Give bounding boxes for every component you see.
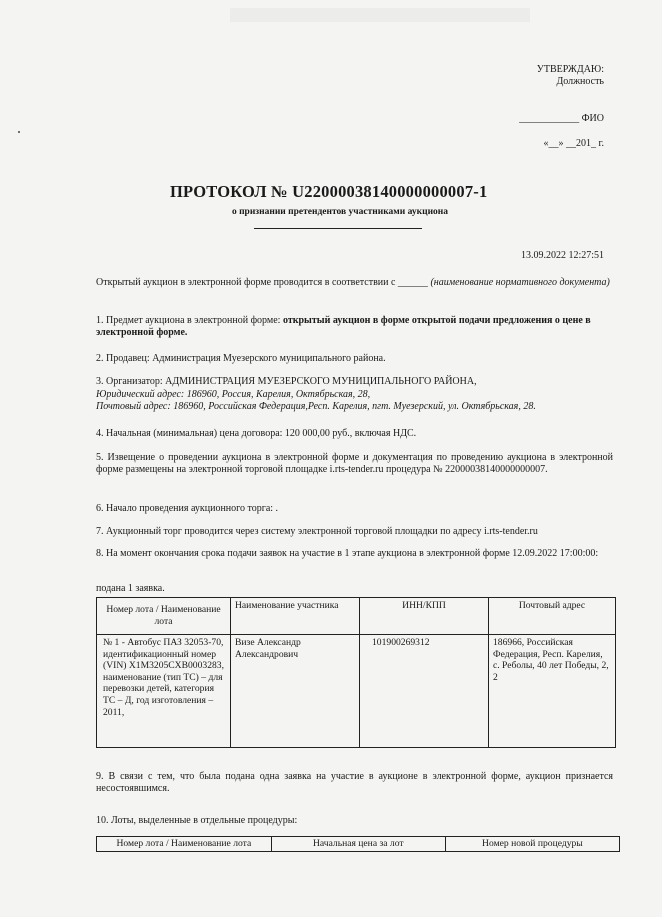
item-3-postal-address: Почтовый адрес: 186960, Российская Федерация,Респ. Карелия, пгт. Муезерский, ул. Октябрьская, 28. [96, 401, 536, 412]
intro-paragraph [96, 277, 616, 289]
bids-table-header-row [97, 598, 616, 635]
bid-inn-cell: 101900269312 [360, 635, 489, 748]
bids-table [96, 597, 616, 748]
bids-col-inn: ИНН/КПП [360, 598, 489, 635]
bid-address-cell: 186966, Российская Федерация, Респ. Карелия, с. Реболы, 40 лет Победы, 2, 2 [489, 635, 616, 748]
intro-text: Открытый аукцион в электронной форме проводится в соответствии с ______ [96, 277, 428, 288]
lots-col-new-procedure: Номер новой процедуры [445, 837, 619, 852]
approval-date-line: «__» __201_ г. [543, 138, 604, 149]
approve-label: УТВЕРЖДАЮ: [536, 64, 604, 75]
item-7: 7. Аукционный торг проводится через систему электронной торговой площадки по адресу i.rts-tender.ru [96, 526, 538, 537]
lots-table-header-row [97, 837, 620, 852]
lots-col-price: Начальная цена за лот [271, 837, 445, 852]
lots-table [96, 836, 620, 852]
item-8: 8. На момент окончания срока подачи заявок на участие в 1 этапе аукциона в электронной форме 12.09.2022 17:00:00: [96, 548, 599, 559]
table-row [97, 635, 616, 748]
item-3-legal-address: Юридический адрес: 186960, Россия, Карелия, Октябрьская, 28, [96, 389, 371, 400]
bids-col-lot: Номер лота / Наименование лота [97, 598, 231, 635]
scan-speck [18, 131, 20, 133]
protocol-datetime: 13.09.2022 12:27:51 [520, 250, 604, 261]
intro-note: (наименование нормативного документа) [430, 277, 610, 288]
title-underline [254, 228, 422, 229]
item-8-count: подана 1 заявка. [96, 583, 165, 594]
bid-lot-cell: № 1 - Автобус ПАЗ 32053-70, идентификационный номер (VIN) X1M3205CXB0003283, наименование (тип ТС) – для перевозки детей, категория ТС – Д, год изготовления – 2011, [97, 635, 231, 748]
fio-line: ____________ ФИО [519, 113, 604, 124]
item-3: 3. Организатор: АДМИНИСТРАЦИЯ МУЕЗЕРСКОГО МУНИЦИПАЛЬНОГО РАЙОНА, [96, 376, 477, 387]
item-4: 4. Начальная (минимальная) цена договора: 120 000,00 руб., включая НДС. [96, 428, 417, 439]
bids-col-address: Почтовый адрес [489, 598, 616, 635]
item-5: 5. Извещение о проведении аукциона в электронной форме и документация по проведению аукциона в электронной форме размещены на электронной торговой площадке i.rts-tender.ru процедура № 22000038140000000007. [96, 452, 613, 475]
item-9: 9. В связи с тем, что была подана одна заявка на участие в аукционе в электронной форме, аукцион признается несостоявшимся. [96, 771, 613, 794]
position-label: Должность [556, 76, 604, 87]
item-2: 2. Продавец: Администрация Муезерского муниципального района. [96, 353, 386, 364]
item-6: 6. Начало проведения аукционного торга: . [96, 503, 279, 514]
page-title: ПРОТОКОЛ № U22000038140000000007-1 [170, 182, 488, 201]
item-10: 10. Лоты, выделенные в отдельные процедуры: [96, 815, 298, 826]
lots-col-lot: Номер лота / Наименование лота [97, 837, 272, 852]
page-subtitle: о признании претендентов участниками аукциона [231, 207, 449, 217]
item-1-subject: открытый аукцион в форме открытой подачи предложения о цене в электронной форме. [96, 315, 591, 338]
item-1 [96, 315, 616, 339]
scan-shadow-top [230, 8, 530, 22]
bid-participant-cell: Визе Александр Александрович [231, 635, 360, 748]
bids-col-participant: Наименование участника [231, 598, 360, 635]
item-1-prefix: 1. Предмет аукциона в электронной форме: [96, 315, 281, 326]
